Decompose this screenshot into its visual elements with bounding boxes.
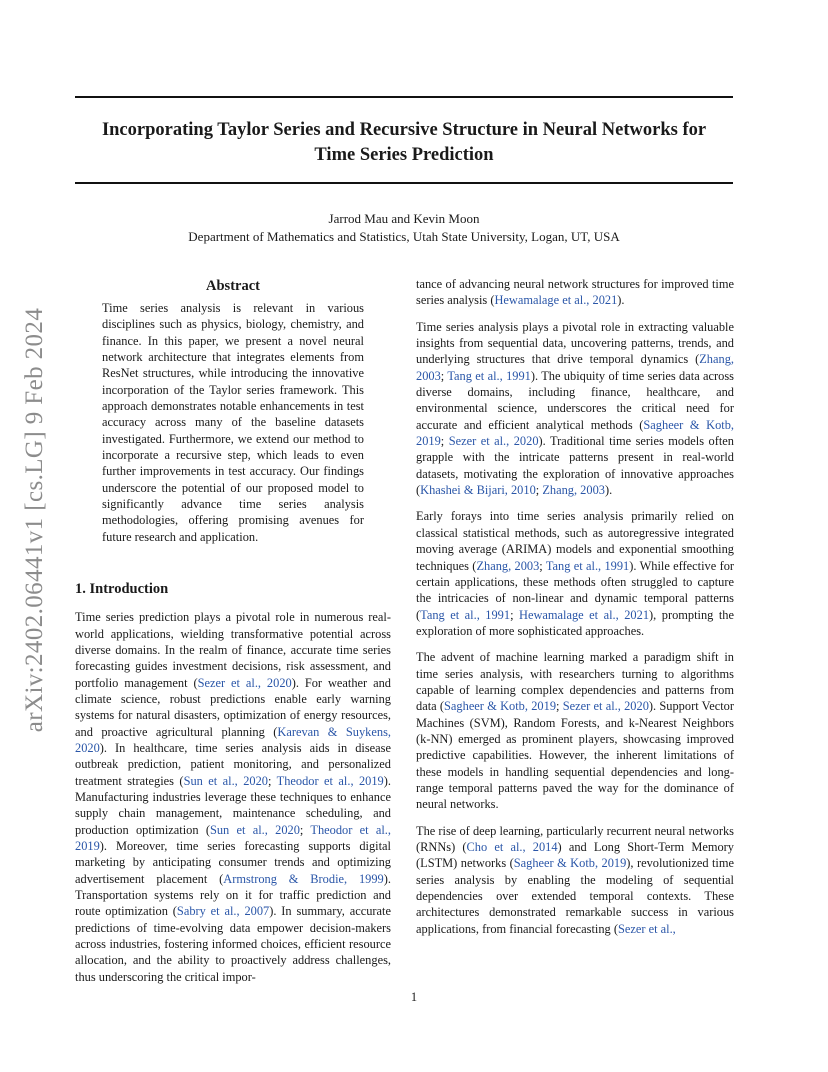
paper-title [75,118,733,168]
citation-link[interactable]: Theodor et al., 2019 [75,822,391,853]
citation-link[interactable]: Tang et al., 1991 [447,368,531,383]
paragraph-text: ). In healthcare, time series analysis aids in disease outbreak prediction, patient monitoring, and personalized treatment strategies ( [75,740,391,788]
paragraph-text: Time series analysis plays a pivotal role in extracting valuable insights from sequential data, uncovering patterns, trends, and underlying structures that drive temporal dynamics ( [416,319,734,367]
citation-link[interactable]: Hewamalage et al., 2021 [519,607,650,622]
intro-paragraph-2 [416,319,734,499]
citation-link[interactable]: Sun et al., 2020 [183,773,268,788]
citation-link[interactable]: Theodor et al., 2019 [276,773,384,788]
paragraph-text: ). [604,483,613,498]
paragraph-text: ; [556,699,563,714]
title-line-1: Incorporating Taylor Series and Recursive Structure in Neural Networks for [101,120,707,140]
paragraph-text: ) and Long Short-Term Memory (LSTM) networks ( [416,840,734,871]
citation-link[interactable]: Armstrong & Brodie, 1999 [223,871,384,886]
introduction-heading: 1. Introduction [75,581,169,598]
arxiv-identifier: arXiv:2402.06441v1 [cs.LG] 9 Feb 2024 [21,307,48,733]
abstract-text: Time series analysis is relevant in various disciplines such as physics, biology, chemistry, and finance. In this paper, we present a novel neural network architecture that integrates elements from ResNet structures, while introducing the innovative incorporation of the Taylor series framework. This approach demonstrates notable enhancements in test accuracy across many of the baseline datasets investigated. Furthermore, we extend our method to incorporate a recursive step, which leads to even further improvements in test accuracy. Our findings underscore the potential of our proposed model to significantly advance time series analysis methodologies, offering promising avenues for future research and application. [102,301,364,544]
left-column [75,276,391,995]
paragraph-text: ). The ubiquity of time series data across diverse domains, including finance, healthcare, and environmental science, underscores the critical need for accurate and efficient analytical methods ( [416,368,734,432]
paragraph-text: ), revolutionized time series analysis by enabling the modeling of sequential dependencies over extended temporal contexts. These architectures demonstrated remarkable success in various applications, from financial forecasting ( [416,856,735,936]
paragraph-text: Early forays into time series analysis primarily relied on classical statistical methods, such as autoregressive integrated moving average (ARIMA) models and exponential smoothing techniques ( [416,509,734,573]
citation-link[interactable]: Sezer et al., 2020 [562,699,649,714]
paragraph-text: ). Manufacturing industries leverage these techniques to enhance supply chain management, maintenance scheduling, and production optimization ( [75,773,391,837]
paragraph-text: ). For weather and climate science, robust predictions enable early warning systems for natural disasters, optimization of energy resources, and proactive agricultural planning ( [75,675,391,739]
right-column [416,276,734,947]
citation-link[interactable]: Sezer et al., 2020 [448,434,539,449]
citation-link[interactable]: Sabry et al., 2007 [176,904,270,919]
paragraph-text: ). While effective for certain applications, these methods often struggled to capture the intricacies of non-linear and dynamic temporal patterns ( [416,558,735,622]
bottom-rule [75,182,733,184]
intro-paragraph-4 [416,649,734,812]
paragraph-text: The advent of machine learning marked a paradigm shift in time series analysis, with researchers turning to algorithms capable of learning complex dependencies and patterns from data ( [416,650,734,714]
page-number: 1 [410,990,418,1004]
citation-link[interactable]: Sezer et al., [617,921,676,936]
citation-link[interactable]: Zhang, 2003 [542,483,605,498]
citation-link[interactable]: Sezer et al., 2020 [197,675,292,690]
citation-link[interactable]: Sagheer & Kotb, 2019 [416,417,734,449]
paragraph-text: ). [617,293,625,308]
author-block [75,210,733,246]
paragraph-text: ; [267,773,277,788]
paragraph-text: ). Transportation systems rely on it for traffic prediction and route optimization ( [75,871,391,919]
citation-link[interactable]: Khashei & Bijari, 2010 [420,483,536,498]
paragraph-text: ). In summary, accurate predictions of time-evolving data empower decision-makers across industries, fostering informed choices, efficient resource allocation, and the ability to proactively address challenges, thus underscoring the critical impor- [75,904,391,984]
citation-link[interactable]: Sun et al., 2020 [209,822,300,837]
top-rule [75,96,733,98]
paragraph-text: ; [299,822,311,837]
intro-paragraph-5 [416,823,734,937]
citation-link[interactable]: Karevan & Suykens, 2020 [75,724,391,755]
paragraph-text: ). Moreover, time series forecasting supports digital marketing by anticipating consumer trends and optimizing advertisement placement ( [75,838,391,886]
author-names: Jarrod Mau and Kevin Moon [328,211,480,226]
citation-link[interactable]: Zhang, 2003 [476,558,540,573]
paragraph-text: ), prompting the exploration of more sophisticated approaches. [416,607,735,638]
paragraph-text: ; [440,434,449,449]
citation-link[interactable]: Zhang, 2003 [416,352,734,383]
intro-paragraph-3 [416,508,734,639]
paragraph-text: ; [539,558,546,573]
paragraph-text: The rise of deep learning, particularly recurrent neural networks (RNNs) ( [416,823,734,854]
paragraph-text: ). Support Vector Machines (SVM), Random Forests, and k-Nearest Neighbors (k-NN) emerged as prominent players, showcasing improved predictive capabilities. However, the inherent limitations of these models in handling sequential dependencies and long-range temporal patterns paved the way for the dominance of neural networks. [416,699,735,812]
paragraph-text: tance of advancing neural network structures for improved time series analysis ( [416,277,734,308]
abstract-heading: Abstract [206,278,260,294]
affiliation: Department of Mathematics and Statistics, Utah State University, Logan, UT, USA [188,229,620,244]
paragraph-text: ; [510,607,520,622]
citation-link[interactable]: Sagheer & Kotb, 2019 [513,856,627,871]
citation-link[interactable]: Tang et al., 1991 [420,607,511,622]
citation-link[interactable]: Cho et al., 2014 [466,840,558,854]
citation-link[interactable]: Sagheer & Kotb, 2019 [444,699,557,714]
title-line-2: Time Series Prediction [314,145,494,165]
paragraph-text: ; [440,368,448,383]
paragraph-text: Time series prediction plays a pivotal role in numerous real-world applications, wielding transformative potential across diverse domains. In the realm of finance, accurate time series forecasting guides investment decisions, risk assessment, and portfolio management ( [75,610,391,690]
paragraph-text: ; [535,483,543,498]
citation-link[interactable]: Hewamalage et al., 2021 [494,293,618,308]
citation-link[interactable]: Tang et al., 1991 [545,558,630,573]
paragraph-text: ). Traditional time series models often grapple with the intricate patterns present in real-world datasets, motivating the exploration of innovative approaches ( [416,434,734,498]
intro-paragraph-1-continued [416,276,734,309]
intro-paragraph-1 [75,609,391,985]
